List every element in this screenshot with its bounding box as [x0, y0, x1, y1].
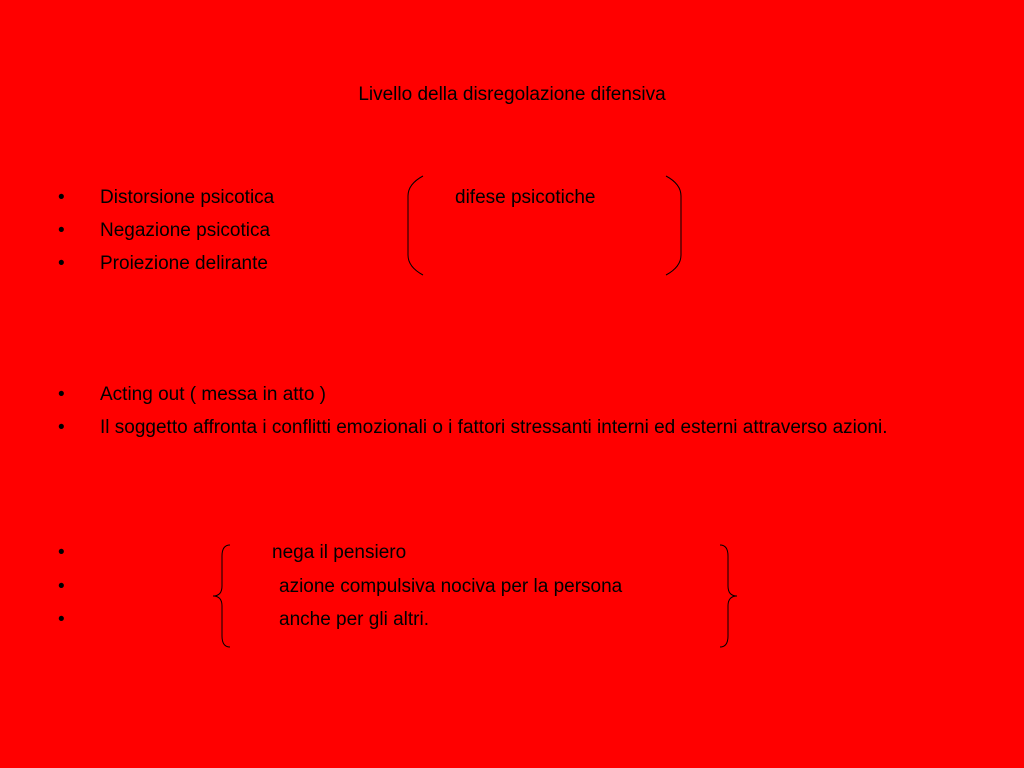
- right-paren-bracket-icon: [666, 176, 681, 275]
- bracket-label: difese psicotiche: [455, 187, 596, 208]
- list-item: azione compulsiva nociva per la persona: [279, 576, 623, 597]
- bullet-glyph: •: [58, 609, 65, 630]
- bullet-glyph: •: [58, 417, 65, 438]
- list-item: Proiezione delirante: [100, 253, 268, 274]
- list-item: nega il pensiero: [272, 542, 407, 563]
- bullet-glyph: •: [58, 384, 65, 405]
- list-item: anche per gli altri.: [279, 609, 429, 630]
- left-curly-brace-icon: [213, 545, 230, 647]
- bullet-glyph: •: [58, 576, 65, 597]
- list-item: Il soggetto affronta i conflitti emozionali o i fattori stressanti interni ed esterni attraverso azioni.: [100, 417, 888, 438]
- list-item: Acting out ( messa in atto ): [100, 384, 326, 405]
- left-paren-bracket-icon: [408, 176, 423, 275]
- bullet-glyph: •: [58, 253, 65, 274]
- slide-title: Livello della disregolazione difensiva: [358, 84, 666, 105]
- right-curly-brace-icon: [720, 545, 737, 647]
- list-item: Negazione psicotica: [100, 220, 271, 241]
- bullet-glyph: •: [58, 542, 65, 563]
- bullet-glyph: •: [58, 187, 65, 208]
- bullet-glyph: •: [58, 220, 65, 241]
- list-item: Distorsione psicotica: [100, 187, 275, 208]
